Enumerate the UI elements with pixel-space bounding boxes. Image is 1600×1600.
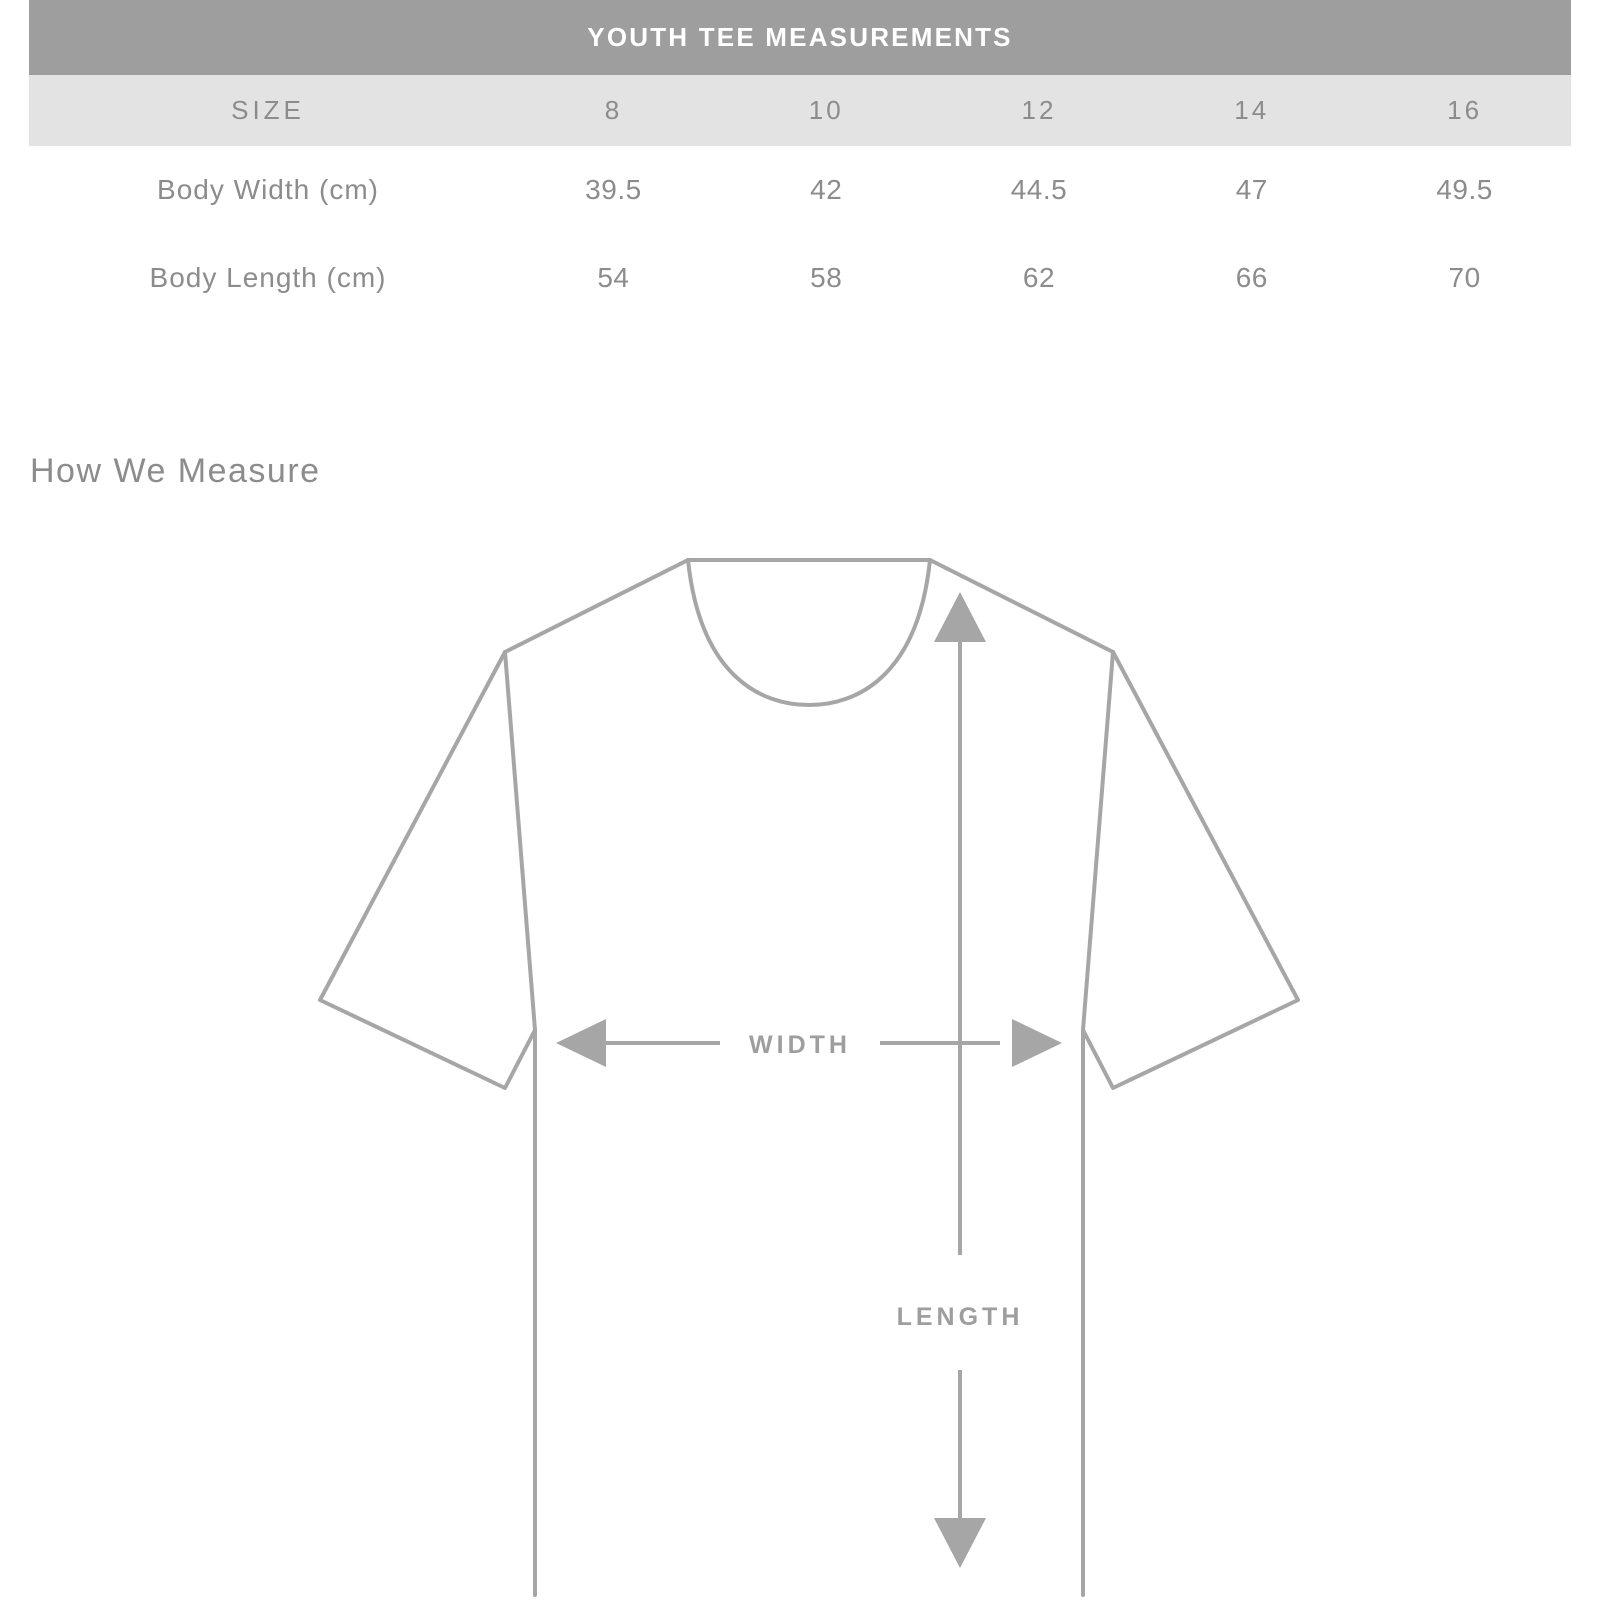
body-length-12: 62 (933, 234, 1146, 322)
measurements-table (29, 0, 1571, 322)
length-label: LENGTH (896, 1303, 1024, 1331)
header-size-12: 12 (933, 75, 1146, 146)
table-title-row (29, 0, 1571, 75)
table-row (29, 146, 1571, 234)
body-length-14: 66 (1145, 234, 1358, 322)
header-size-16: 16 (1358, 75, 1571, 146)
body-width-14: 47 (1145, 146, 1358, 234)
width-label: WIDTH (749, 1031, 851, 1059)
body-width-16: 49.5 (1358, 146, 1571, 234)
header-size-14: 14 (1145, 75, 1358, 146)
table-row (29, 234, 1571, 322)
double-arrow-vertical-icon (934, 592, 986, 1568)
page-title: YOUTH TEE MEASUREMENTS (29, 0, 1571, 75)
body-length-8: 54 (507, 234, 720, 322)
body-width-10: 42 (720, 146, 933, 234)
body-length-16: 70 (1358, 234, 1571, 322)
table-header-row (29, 75, 1571, 146)
how-we-measure-heading: How We Measure (30, 452, 321, 490)
tshirt-outline-icon (320, 560, 1298, 1595)
header-size-8: 8 (507, 75, 720, 146)
row-label-body-width: Body Width (cm) (29, 146, 507, 234)
header-size-10: 10 (720, 75, 933, 146)
body-width-12: 44.5 (933, 146, 1146, 234)
body-length-10: 58 (720, 234, 933, 322)
measurement-diagram (0, 530, 1600, 1600)
header-size-label: SIZE (29, 75, 507, 146)
row-label-body-length: Body Length (cm) (29, 234, 507, 322)
body-width-8: 39.5 (507, 146, 720, 234)
